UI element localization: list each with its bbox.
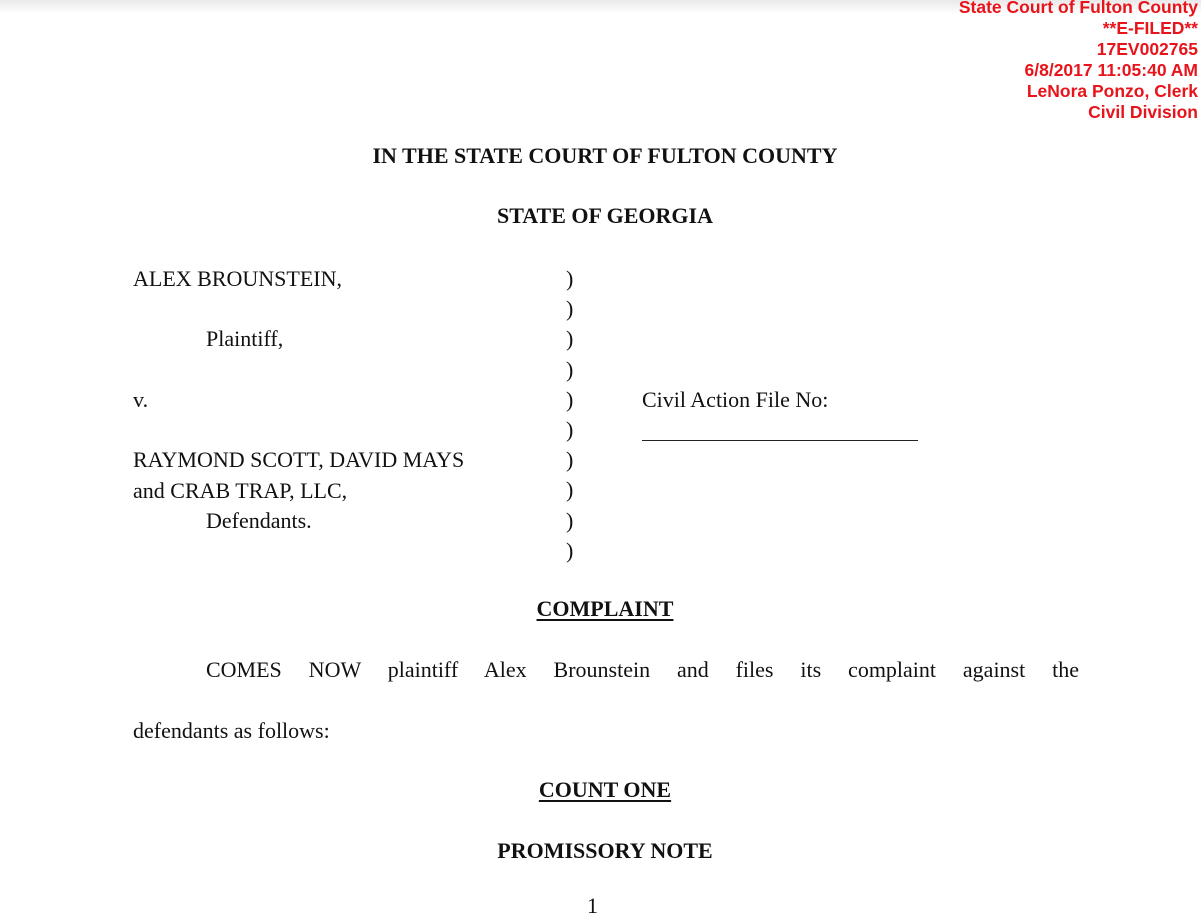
count-one-heading	[0, 777, 1201, 803]
complaint-heading	[0, 596, 1201, 622]
paren: )	[566, 386, 574, 412]
stamp-timestamp: 6/8/2017 11:05:40 AM	[1024, 60, 1198, 80]
paren: )	[566, 416, 574, 442]
page-number: 1	[587, 893, 598, 918]
stamp-clerk: LeNora Ponzo, Clerk	[1026, 81, 1198, 101]
defendants-line-2: and CRAB TRAP, LLC,	[133, 478, 348, 503]
paren: )	[566, 537, 574, 563]
intro-paragraph-line-1: COMES NOW plaintiff Alex Brounstein and files its complaint against the	[206, 657, 1079, 682]
paren: )	[566, 326, 574, 352]
stamp-court: State Court of Fulton County	[958, 0, 1198, 17]
efiling-stamp	[959, 0, 1198, 123]
stamp-division: Civil Division	[1088, 102, 1198, 122]
civil-action-file-label: Civil Action File No:	[642, 387, 829, 412]
complaint-heading-text: COMPLAINT	[536, 596, 674, 621]
versus: v.	[133, 387, 149, 412]
file-number-blank-line	[642, 440, 918, 441]
plaintiff-name: ALEX BROUNSTEIN,	[133, 266, 342, 291]
stamp-case-number: 17EV002765	[1096, 39, 1198, 59]
count-one-heading-text: COUNT ONE	[538, 777, 672, 802]
plaintiff-role: Plaintiff,	[206, 326, 284, 351]
paren: )	[566, 266, 574, 291]
paren: )	[566, 477, 574, 503]
stamp-efiled: **E-FILED**	[1102, 18, 1198, 38]
paren: )	[566, 447, 574, 473]
defendants-role: Defendants.	[206, 508, 312, 533]
count-title: PROMISSORY NOTE	[497, 838, 713, 863]
defendants-line-1: RAYMOND SCOTT, DAVID MAYS	[133, 447, 465, 472]
paren: )	[566, 296, 574, 322]
state-heading: STATE OF GEORGIA	[497, 203, 713, 228]
caption-parentheses	[566, 264, 573, 566]
court-heading: IN THE STATE COURT OF FULTON COUNTY	[372, 143, 838, 168]
intro-paragraph-line-2: defendants as follows:	[133, 718, 330, 743]
paren: )	[566, 356, 574, 382]
paren: )	[566, 507, 574, 533]
